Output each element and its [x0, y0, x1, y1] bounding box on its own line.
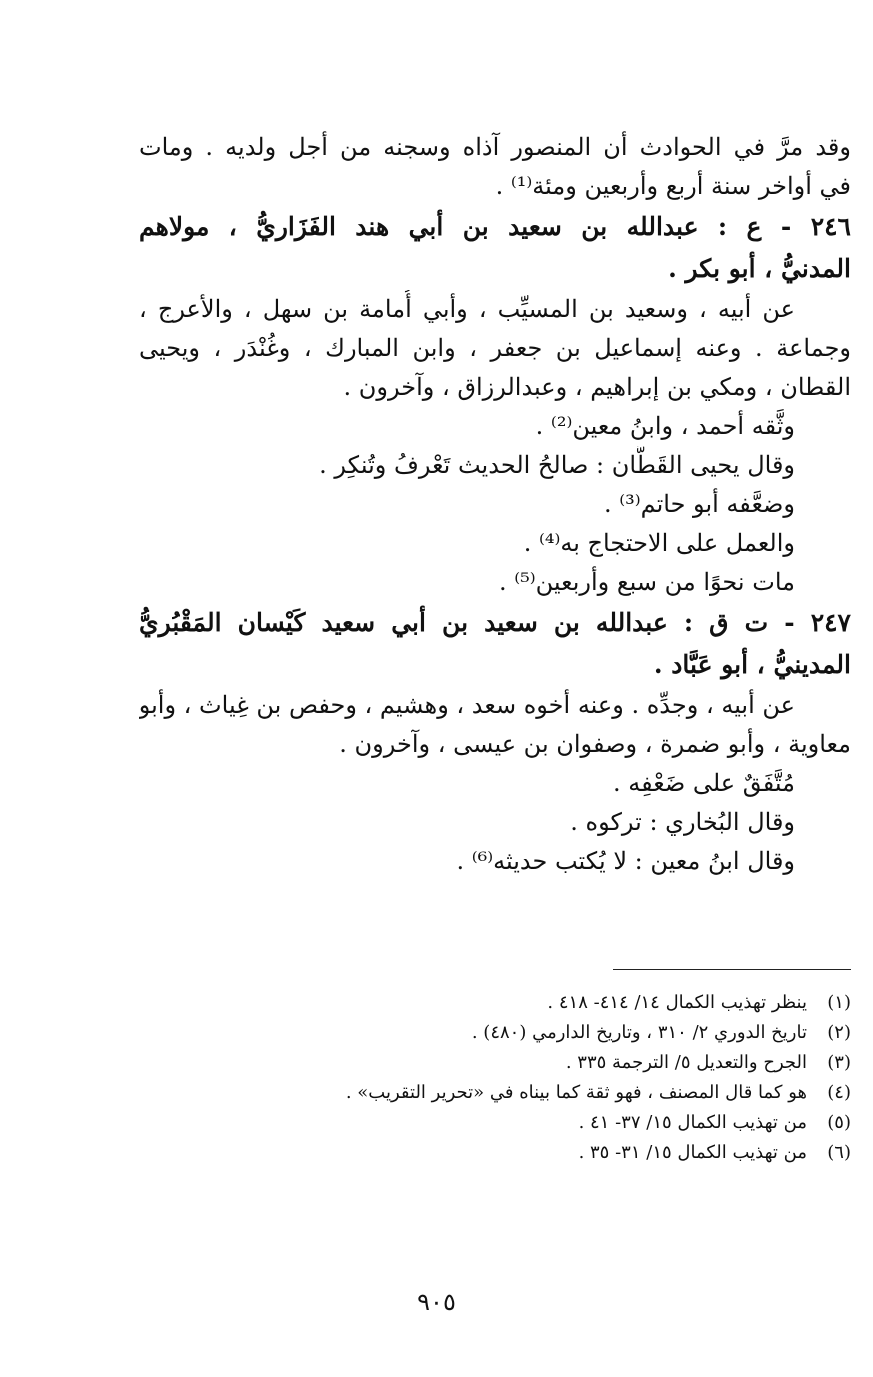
text-line: وجماعة . وعنه إسماعيل بن جعفر ، وابن المبارك ، وغُنْدَر ، ويحيى — [139, 334, 851, 362]
footnote-text: الجرح والتعديل ٥/ الترجمة ٣٣٥ . — [565, 1052, 807, 1073]
entry-heading-247-cont: المدينيُّ ، أبو عَبَّاد . — [653, 650, 851, 679]
entry-heading-246-cont: المدنيُّ ، أبو بكر . — [668, 254, 851, 283]
footnote-number: (٤) — [827, 1082, 851, 1103]
footnote-number: (٢) — [827, 1022, 851, 1043]
text-line: وقال يحيى القَطَّان : صالحُ الحديث تَعْرفُ وتُنكِر . — [319, 451, 795, 479]
footnote-text: من تهذيب الكمال ١٥/ ٣١- ٣٥ . — [578, 1142, 807, 1163]
footnote-2 — [139, 1018, 851, 1048]
footnote-text: تاريخ الدوري ٢/ ٣١٠ ، وتاريخ الدارمي (٤٨٠) . — [471, 1022, 807, 1043]
footnote-3 — [139, 1048, 851, 1078]
text-line: في أواخر سنة أربع وأربعين ومئة⁽¹⁾ . — [495, 172, 851, 200]
footnote-1 — [139, 988, 851, 1018]
text-line: وقال البُخاري : تركوه . — [570, 808, 795, 836]
footnote-number: (٦) — [827, 1142, 851, 1163]
text-line: وثَّقه أحمد ، وابنُ معين⁽²⁾ . — [535, 412, 795, 440]
footnote-text: من تهذيب الكمال ١٥/ ٣٧- ٤١ . — [578, 1112, 807, 1133]
text-line: والعمل على الاحتجاج به⁽⁴⁾ . — [523, 529, 795, 557]
entry-heading-246: ٢٤٦ - ع : عبدالله بن سعيد بن أبي هند الفَزَاريُّ ، مولاهم — [139, 212, 851, 241]
footnote-text: هو كما قال المصنف ، فهو ثقة كما بيناه في «تحرير التقريب» . — [345, 1082, 807, 1103]
text-line: معاوية ، وأبو ضمرة ، وصفوان بن عيسى ، وآخرون . — [339, 730, 851, 758]
footnote-6 — [139, 1138, 851, 1168]
text-line: عن أبيه ، وسعيد بن المسيِّب ، وأبي أُمامة بن سهل ، والأعرج ، — [139, 295, 795, 323]
text-line: القطان ، ومكي بن إبراهيم ، وعبدالرزاق ، وآخرون . — [343, 373, 851, 401]
footnotes — [139, 988, 851, 1168]
text-line: عن أبيه ، وجدِّه . وعنه أخوه سعد ، وهشيم ، وحفص بن غِياث ، وأبو — [139, 691, 795, 719]
footnote-4 — [139, 1078, 851, 1108]
text-line: وضعَّفه أبو حاتم⁽³⁾ . — [603, 490, 795, 518]
text-line: مُتَّفَقٌ على ضَعْفِه . — [612, 769, 795, 797]
main-text — [139, 128, 851, 881]
footnote-number: (٥) — [827, 1112, 851, 1133]
text-line: وقال ابنُ معين : لا يُكتب حديثه⁽⁶⁾ . — [456, 847, 795, 875]
text-line: مات نحوًا من سبع وأربعين⁽⁵⁾ . — [498, 568, 795, 596]
entry-heading-247: ٢٤٧ - ت ق : عبدالله بن سعيد بن أبي سعيد كَيْسان المَقْبُريُّ — [139, 608, 851, 637]
page-number: ٩٠٥ — [417, 1288, 456, 1316]
footnote-5 — [139, 1108, 851, 1138]
footnote-text: ينظر تهذيب الكمال ١٤/ ٤١٤- ٤١٨ . — [547, 992, 807, 1013]
footnote-number: (١) — [827, 992, 851, 1013]
footnote-divider — [613, 969, 851, 970]
footnote-number: (٣) — [827, 1052, 851, 1073]
text-line: وقد مرَّ في الحوادث أن المنصور آذاه وسجنه من أجل ولديه . ومات — [139, 133, 851, 161]
